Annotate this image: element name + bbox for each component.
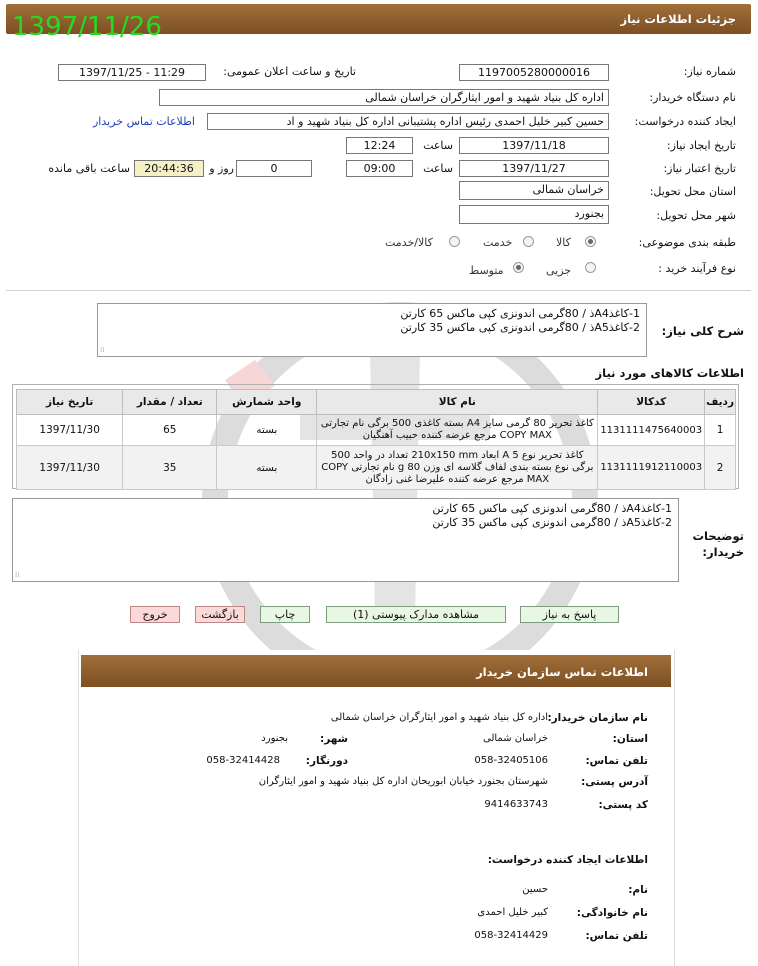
process-medium-radio[interactable] [513,262,524,273]
buyer-notes-textarea[interactable] [12,498,679,582]
last-name-label: نام خانوادگی: [576,907,648,919]
created-label: تاریخ ایجاد نیاز: [666,139,736,152]
process-minor-label: جزیی [546,264,572,277]
resize-grip-icon[interactable]: ⁞⁞ [100,346,105,354]
org-value: اداره کل بنیاد شهید و امور ایثارگران خراسان شمالی [330,712,548,723]
fax-value: 058-32414428 [206,755,280,766]
category-label: طبقه بندی موضوعی: [638,236,736,249]
created-time-field[interactable]: 12:24 [346,137,413,154]
summary-line-1: 1-کاغذA4ذ / 80گرمی اندونزی کپی ماکس 65 کارتن [400,307,640,320]
creator-phone-value: 058-32414429 [474,930,548,941]
phone-value: 058-32405106 [474,755,548,766]
col-code: کدکالا [598,390,705,415]
cell-qty: 35 [123,446,217,490]
address-value: شهرستان بجنورد خیابان ابوریحان اداره کل بنیاد شهید و امور ایثارگران [258,776,548,787]
date-stamp: 1397/11/26 [12,12,162,42]
first-name-value: حسین [522,884,548,895]
category-both-radio[interactable] [449,236,460,247]
category-goods-label: کالا [556,236,571,249]
province-value: خراسان شمالی [482,733,548,744]
summary-label: شرح کلی نیاز: [661,324,744,338]
exit-button[interactable]: خروج [130,606,180,623]
attachments-button[interactable]: مشاهده مدارک پیوستی (1) [326,606,506,623]
table-row[interactable] [17,415,736,446]
process-medium-label: متوسط [469,264,504,277]
buyer-notes-line-1: 1-کاغذA4ذ / 80گرمی اندونزی کپی ماکس 65 کارتن [432,502,672,515]
cell-code: 1131111912110003 [598,446,705,490]
col-date: تاریخ نیاز [17,390,123,415]
cell-row: 2 [705,446,736,490]
category-both-label: کالا/خدمت [385,236,433,249]
requester-field[interactable]: حسین کبیر خلیل احمدی رئیس اداره پشتیبانی اداره کل بنیاد شهید و اد [207,113,609,130]
col-unit: واحد شمارش [217,390,317,415]
category-goods-radio[interactable] [585,236,596,247]
first-name-label: نام: [628,884,648,896]
col-name: نام کالا [317,390,598,415]
cell-code: 1131111475640003 [598,415,705,446]
cell-date: 1397/11/30 [17,446,123,490]
cell-unit: بسته [217,415,317,446]
page-title: جزئیات اطلاعات نیاز [620,12,736,26]
need-number-field[interactable]: 1197005280000016 [459,64,609,81]
postal-label: کد پستی: [598,799,648,811]
province-label: استان: [612,733,648,745]
created-date-field[interactable]: 1397/11/18 [459,137,609,154]
reply-button[interactable]: پاسخ به نیاز [520,606,619,623]
city-field[interactable]: بجنورد [459,205,609,224]
back-button[interactable]: بازگشت [195,606,245,623]
buyer-notes-label: توضیحات خریدار: [692,529,744,559]
creator-phone-label: تلفن تماس: [585,930,648,942]
items-table [16,389,736,490]
phone-label: تلفن تماس: [585,755,648,767]
summary-textarea[interactable] [97,303,647,357]
requester-label: ایجاد کننده درخواست: [634,115,736,128]
buyer-org-field[interactable]: اداره کل بنیاد شهید و امور ایثارگران خراسان شمالی [159,89,609,106]
valid-date-field[interactable]: 1397/11/27 [459,160,609,177]
buyer-notes-line-2: 2-کاغذA5ذ / 80گرمی اندونزی کپی ماکس 35 کارتن [432,516,672,529]
contact-link[interactable]: اطلاعات تماس خریدار [93,115,195,128]
col-row: ردیف [705,390,736,415]
remain-label: ساعت باقی مانده [48,162,130,175]
process-label: نوع فرآیند خرید : [658,262,736,275]
col-qty: تعداد / مقدار [123,390,217,415]
cell-row: 1 [705,415,736,446]
cell-name: کاغذ تحریر نوع A 5 ابعاد 210x150 mm تعداد در واحد 500 برگی نوع بسته بندی لفاف گلاسه ای وزن 80 g نام تجارتی COPY MAX مرجع عرضه کننده علیرضا غنی زادگان [317,446,598,490]
valid-time-label: ساعت [423,162,453,175]
days-field[interactable]: 0 [236,160,312,177]
creator-title: اطلاعات ایجاد کننده درخواست: [487,854,648,866]
city-label: شهر محل تحویل: [656,209,736,222]
province-label: استان محل تحویل: [649,185,736,198]
category-service-radio[interactable] [523,236,534,247]
address-label: آدرس پستی: [581,776,648,788]
need-number-label: شماره نیاز: [683,65,736,78]
fax-label: دورنگار: [305,755,348,767]
process-minor-radio[interactable] [585,262,596,273]
announce-field[interactable]: 1397/11/25 - 11:29 [58,64,206,81]
buyer-org-label: نام دستگاه خریدار: [649,91,736,104]
cell-name: کاغذ تحریر 80 گرمی سایز A4 بسته کاغذی 500 برگی نام تجارتی COPY MAX مرجع عرضه کننده حبیب آهنگیان [317,415,598,446]
valid-label: تاریخ اعتبار نیاز: [663,162,736,175]
valid-time-field[interactable]: 09:00 [346,160,413,177]
category-service-label: خدمت [483,236,513,249]
days-label: روز و [209,162,234,175]
resize-grip-icon[interactable]: ⁞⁞ [15,571,20,579]
print-button[interactable]: چاپ [260,606,310,623]
divider [6,290,751,291]
summary-line-2: 2-کاغذA5ذ / 80گرمی اندونزی کپی ماکس 35 کارتن [400,321,640,334]
last-name-value: کبیر خلیل احمدی [477,907,548,918]
items-title: اطلاعات کالاهای مورد نیاز [595,366,744,380]
contact-panel-title: اطلاعات تماس سازمان خریدار [476,665,648,679]
cell-date: 1397/11/30 [17,415,123,446]
table-row[interactable] [17,446,736,490]
city-label: شهر: [320,733,348,745]
cell-unit: بسته [217,446,317,490]
province-field[interactable]: خراسان شمالی [459,181,609,200]
city-value: بجنورد [261,733,288,744]
remain-time-field[interactable]: 20:44:36 [134,160,204,177]
cell-qty: 65 [123,415,217,446]
announce-label: تاریخ و ساعت اعلان عمومی: [223,65,356,78]
created-time-label: ساعت [423,139,453,152]
postal-value: 9414633743 [484,799,548,810]
org-label: نام سازمان خریدار: [547,712,648,724]
